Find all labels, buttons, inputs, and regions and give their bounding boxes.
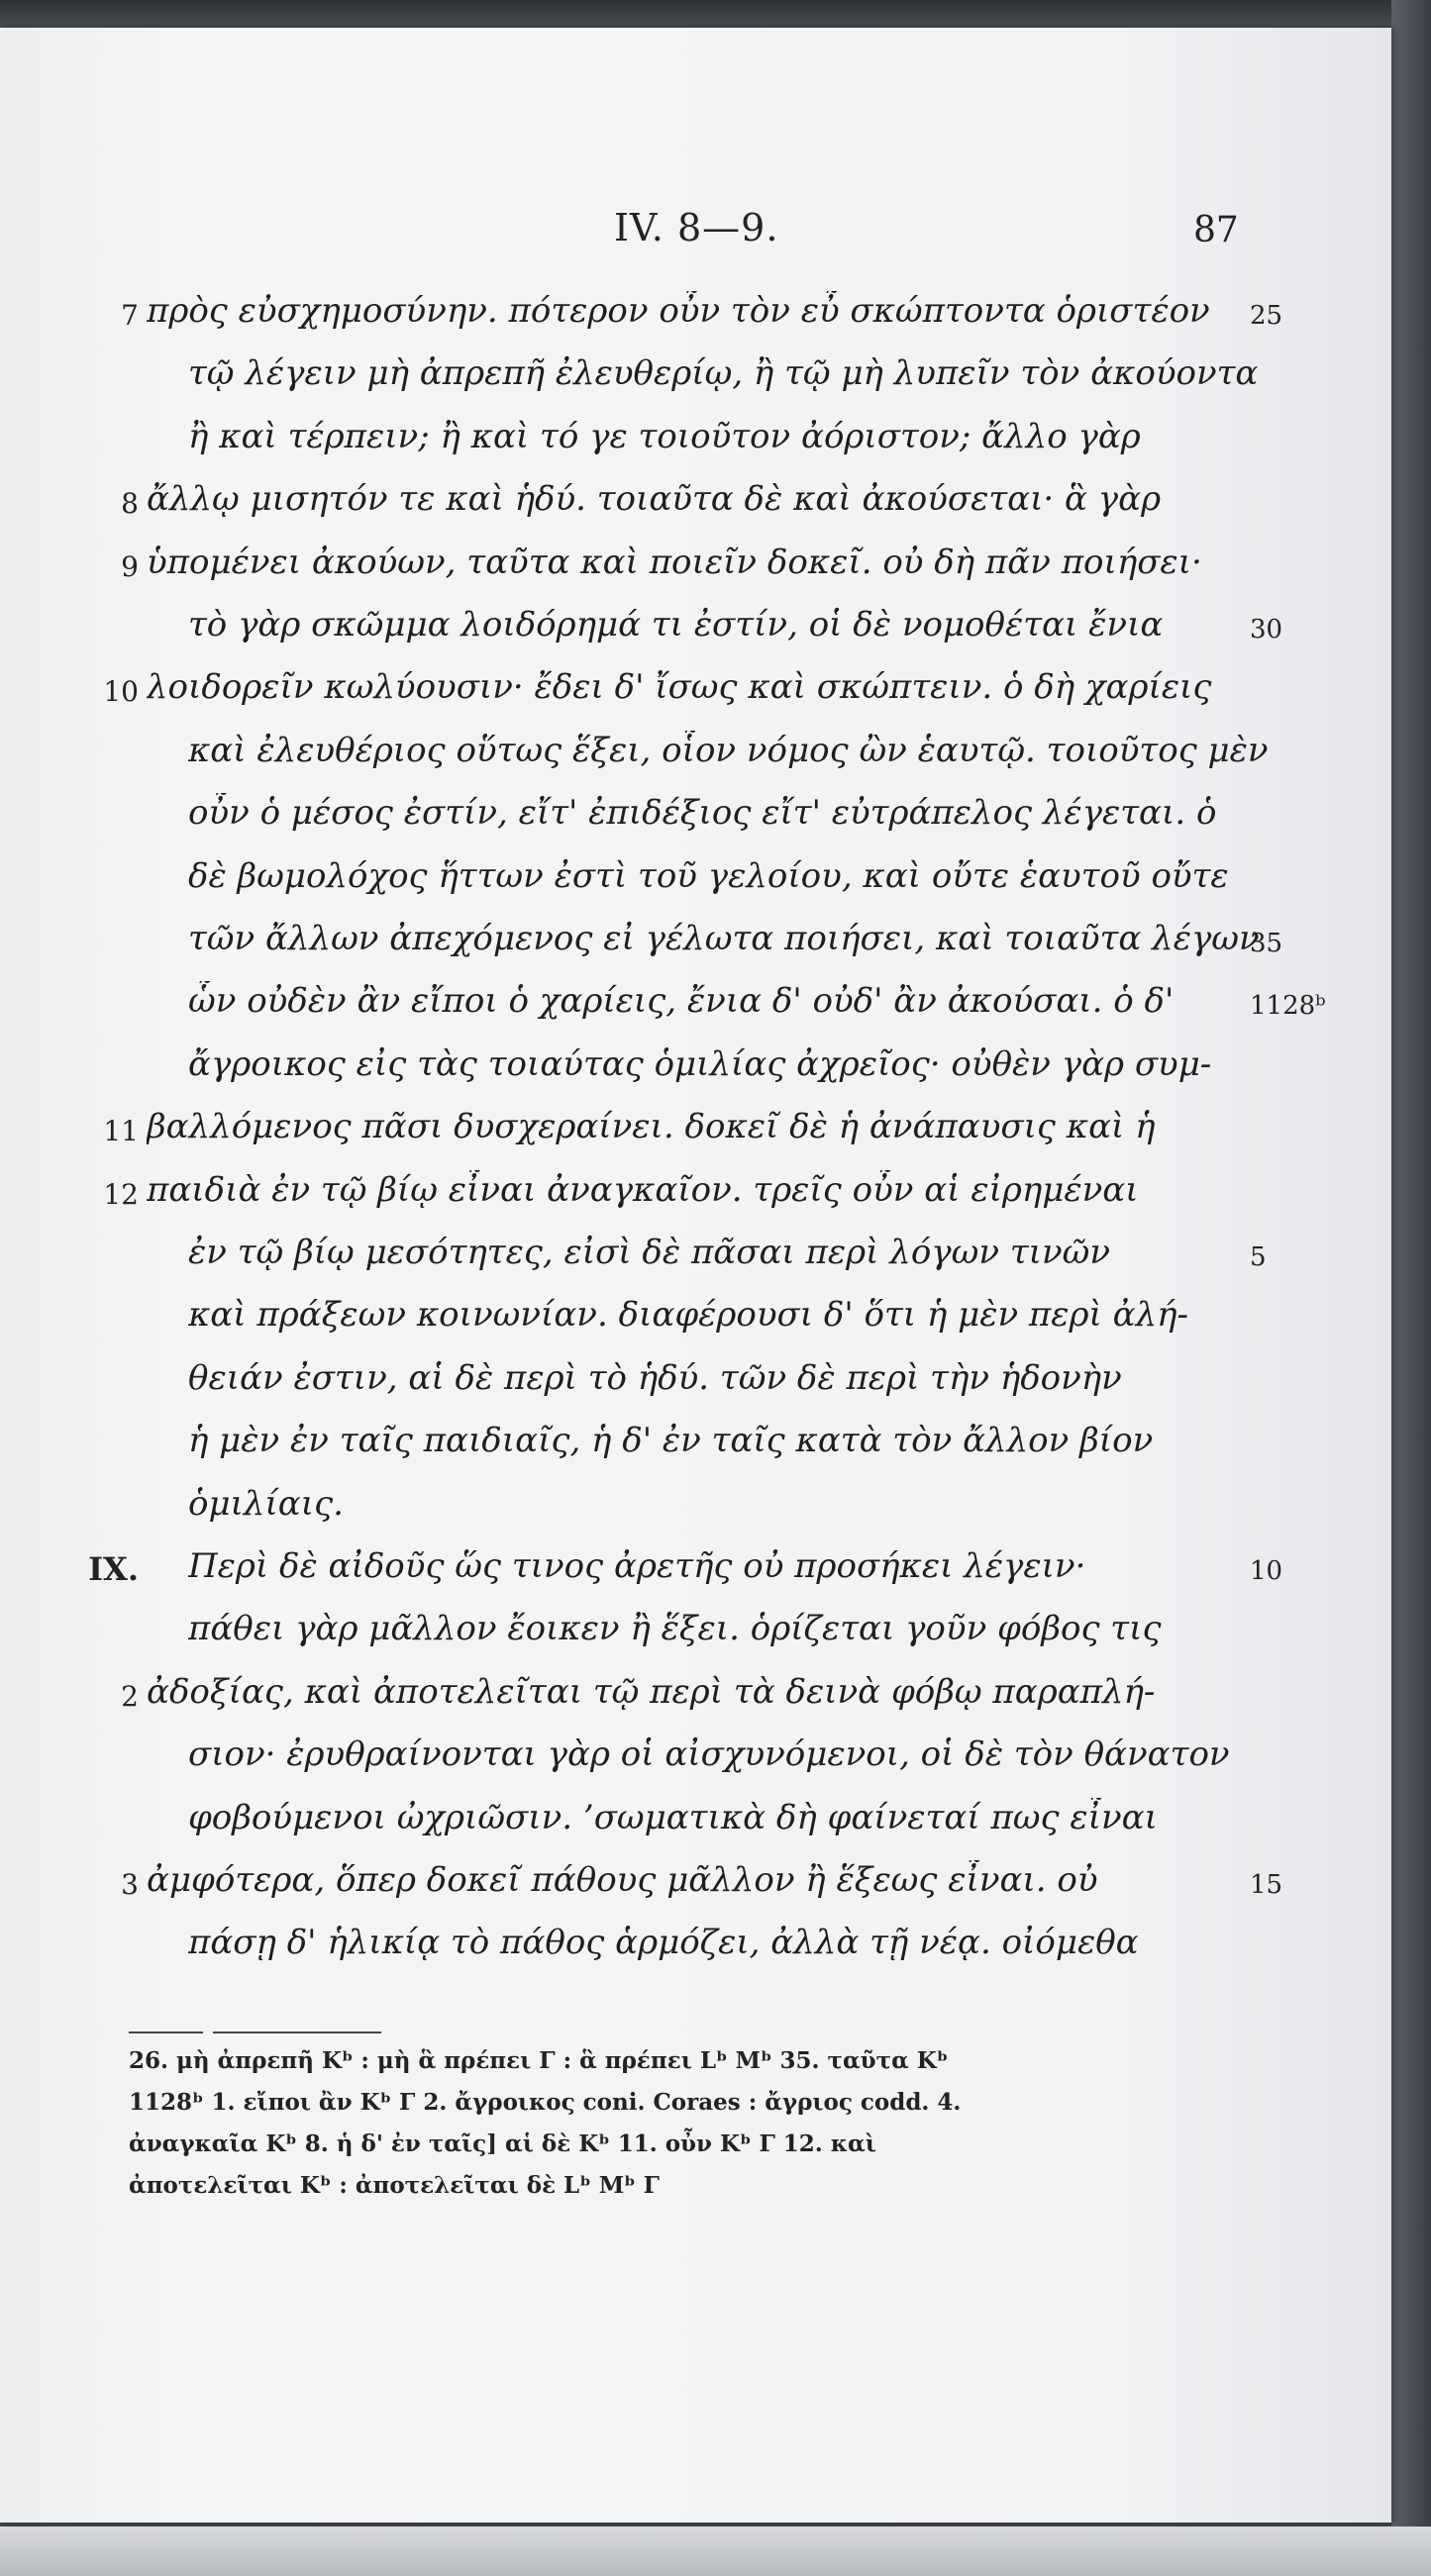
text-line — [0, 1166, 1391, 1224]
text-line — [0, 663, 1391, 721]
text-line — [0, 977, 1391, 1035]
text-line — [0, 1291, 1391, 1348]
line-text: λοιδορεῖν κωλύουσιν· ἔδει δ' ἴσως καὶ σκώπτειν. ὁ δὴ χαρίεις — [147, 667, 1212, 708]
line-text: ἡ μὲν ἐν ταῖς παιδιαῖς, ἡ δ' ἐν ταῖς κατὰ τὸν ἄλλον βίον — [188, 1421, 1154, 1461]
line-text: ἀμφότερα, ὅπερ δοκεῖ πάθους μᾶλλον ἢ ἕξεως εἶναι. οὐ — [147, 1860, 1098, 1900]
line-text: τῷ λέγειν μὴ ἀπρεπῆ ἐλευθερίῳ, ἢ τῷ μὴ λυπεῖν τὸν ἀκούοντα — [188, 353, 1259, 394]
text-line — [0, 1229, 1391, 1286]
section-number: 12 — [103, 1177, 139, 1211]
line-text: οὖν ὁ μέσος ἐστίν, εἴτ' ἐπιδέξιος εἴτ' εὐτράπελος λέγεται. ὁ — [188, 793, 1217, 834]
line-text: τῶν ἄλλων ἀπεχόμενος εἰ γέλωτα ποιήσει, καὶ τοιαῦτα λέγων — [188, 919, 1260, 958]
line-number: 15 — [1250, 1870, 1283, 1900]
line-text: σιον· ἐρυθραίνονται γὰρ οἱ αἰσχυνόμενοι, οἱ δὲ τὸν θάνατον — [188, 1734, 1230, 1775]
text-line — [0, 852, 1391, 910]
line-number: 5 — [1250, 1242, 1267, 1272]
footnote-line: 26. μὴ ἀπρεπῆ Kᵇ : μὴ ἃ πρέπει Γ : ἃ πρέπει Lᵇ Mᵇ 35. ταῦτα Kᵇ — [129, 2047, 949, 2074]
line-text: ὧν οὐδὲν ἂν εἴποι ὁ χαρίεις, ἔνια δ' οὐδ' ἂν ἀκούσαι. ὁ δ' — [188, 981, 1175, 1022]
section-number: 9 — [121, 549, 139, 583]
text-line — [0, 1417, 1391, 1474]
line-text: παιδιὰ ἐν τῷ βίῳ εἶναι ἀναγκαῖον. τρεῖς οὖν αἱ εἰρημέναι — [147, 1169, 1139, 1210]
line-text: ὑπομένει ἀκούων, ταῦτα καὶ ποιεῖν δοκεῖ. οὐ δὴ πᾶν ποιήσει· — [147, 542, 1202, 582]
text-line — [0, 1354, 1391, 1412]
footnote-line: ἀποτελεῖται Kᵇ : ἀποτελεῖται δὲ Lᵇ Mᵇ Γ — [129, 2172, 660, 2199]
line-number: 30 — [1250, 615, 1283, 644]
text-line — [0, 1480, 1391, 1537]
section-number: 7 — [121, 299, 139, 332]
text-line — [0, 349, 1391, 407]
text-line — [0, 601, 1391, 658]
line-text: ἄλλῳ μισητόν τε καὶ ἡδύ. τοιαῦτα δὲ καὶ ἀκούσεται· ἃ γὰρ — [147, 479, 1162, 520]
text-line — [0, 1919, 1391, 1976]
footnote-line: 1128ᵇ 1. εἴποι ἂν Kᵇ Γ 2. ἄγροικος coni. Coraes : ἄγριος codd. 4. — [129, 2089, 962, 2116]
chapter-number: IX. — [88, 1550, 139, 1588]
running-head-title: IV. 8—9. — [614, 206, 779, 249]
text-line — [0, 1731, 1391, 1788]
book-binding-edge — [1391, 0, 1431, 2576]
section-number: 10 — [103, 675, 139, 709]
line-number: 10 — [1250, 1556, 1283, 1586]
text-line — [0, 287, 1391, 345]
line-text: ἢ καὶ τέρπειν; ἢ καὶ τό γε τοιοῦτον ἀόριστον; ἄλλο γὰρ — [188, 416, 1141, 456]
line-text: ὁμιλίαις. — [188, 1483, 344, 1524]
text-line — [0, 727, 1391, 784]
line-text: ἀδοξίας, καὶ ἀποτελεῖται τῷ περὶ τὰ δεινὰ φόβῳ παραπλή- — [147, 1671, 1156, 1712]
text-line — [0, 1794, 1391, 1851]
text-line — [0, 915, 1391, 972]
footnote-rule-right — [213, 2031, 381, 2033]
text-line — [0, 475, 1391, 533]
line-text: φοβούμενοι ὠχριῶσιν. ’σωματικὰ δὴ φαίνεταί πως εἶναι — [188, 1797, 1158, 1837]
text-line — [0, 1668, 1391, 1726]
line-text: ἐν τῷ βίῳ μεσότητες, εἰσὶ δὲ πᾶσαι περὶ λόγων τινῶν — [188, 1233, 1111, 1272]
line-number: 1128ᵇ — [1250, 991, 1326, 1022]
text-line — [0, 1856, 1391, 1914]
line-text: δὲ βωμολόχος ἥττων ἐστὶ τοῦ γελοίου, καὶ οὔτε ἑαυτοῦ οὔτε — [188, 855, 1229, 896]
text-line — [0, 1103, 1391, 1160]
line-text: θειάν ἐστιν, αἱ δὲ περὶ τὸ ἡδύ. τῶν δὲ περὶ τὴν ἡδονὴν — [188, 1357, 1122, 1398]
book-bottom-edge — [0, 2526, 1431, 2576]
text-line — [0, 1605, 1391, 1662]
line-text: Περὶ δὲ αἰδοῦς ὥς τινος ἀρετῆς οὐ προσήκει λέγειν· — [188, 1546, 1086, 1586]
line-text: πάσῃ δ' ἡλικίᾳ τὸ πάθος ἁρμόζει, ἀλλὰ τῇ νέᾳ. οἰόμεθα — [188, 1923, 1139, 1963]
line-text: ἄγροικος εἰς τὰς τοιαύτας ὁμιλίας ἀχρεῖος· οὐθὲν γὰρ συμ- — [188, 1043, 1212, 1084]
section-number: 3 — [121, 1868, 139, 1901]
text-line — [0, 539, 1391, 596]
footnote-rule-left — [129, 2031, 203, 2033]
running-head — [0, 206, 1391, 265]
line-text: καὶ πράξεων κοινωνίαν. διαφέρουσι δ' ὅτι ἡ μὲν περὶ ἀλή- — [188, 1295, 1189, 1336]
line-text: πρὸς εὐσχημοσύνην. πότερον οὖν τὸν εὖ σκώπτοντα ὁριστέον — [147, 291, 1210, 331]
section-number: 8 — [121, 487, 139, 521]
text-line — [0, 413, 1391, 470]
text-line — [0, 789, 1391, 846]
footnote-line: ἀναγκαῖα Kᵇ 8. ἡ δ' ἐν ταῖς] αἱ δὲ Kᵇ 11. οὖν Kᵇ Γ 12. καὶ — [129, 2130, 876, 2157]
line-text: πάθει γὰρ μᾶλλον ἔοικεν ἢ ἕξει. ὁρίζεται γοῦν φόβος τις — [188, 1609, 1162, 1649]
text-line — [0, 1542, 1391, 1600]
line-text: βαλλόμενος πᾶσι δυσχεραίνει. δοκεῖ δὲ ἡ ἀνάπαυσις καὶ ἡ — [147, 1107, 1156, 1147]
section-number: 11 — [103, 1115, 139, 1148]
section-number: 2 — [121, 1679, 139, 1713]
line-number: 35 — [1250, 929, 1283, 958]
book-page — [0, 28, 1391, 2523]
page-number: 87 — [1193, 210, 1239, 250]
line-text: τὸ γὰρ σκῶμμα λοιδόρημά τι ἐστίν, οἱ δὲ νομοθέται ἔνια — [188, 605, 1164, 644]
line-text: καὶ ἐλευθέριος οὕτως ἕξει, οἷον νόμος ὢν ἑαυτῷ. τοιοῦτος μὲν — [188, 730, 1269, 770]
text-line — [0, 1040, 1391, 1098]
line-number: 25 — [1250, 301, 1283, 331]
